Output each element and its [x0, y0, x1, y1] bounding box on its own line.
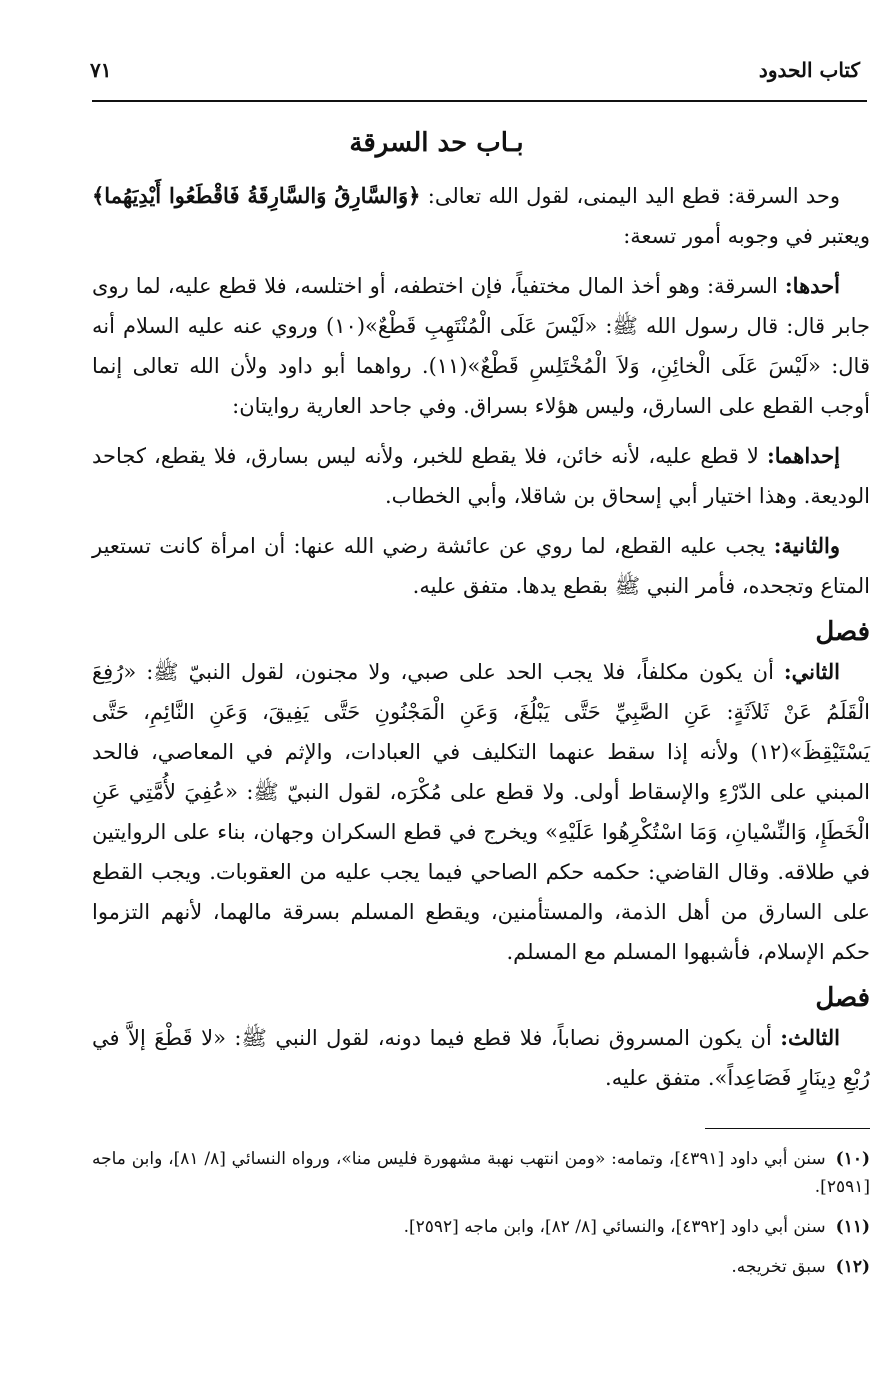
intro-rest: ويعتبر في وجوبه أمور تسعة: [623, 224, 870, 248]
paragraph-label: الثاني: [783, 659, 840, 684]
footnote-number: (١٠) [835, 1149, 870, 1169]
running-header [90, 58, 860, 90]
footnote-number: (١١) [835, 1217, 870, 1237]
running-header-book-title: كتاب الحدود [758, 58, 860, 82]
paragraph-second-condition [92, 652, 870, 972]
footnote [92, 1145, 870, 1201]
paragraph-first-narration [92, 436, 870, 516]
paragraph-text: أن يكون المسروق نصاباً، فلا قطع فيما دونه، لقول النبي ﷺ: «لا قَطْعَ إلاَّ في رُبْعِ دِينَارٍ فَصَاعِداً». متفق عليه. [92, 1026, 870, 1090]
main-text [92, 176, 870, 1098]
header-rule [92, 100, 867, 102]
paragraph-first-condition [92, 266, 870, 426]
footnote [92, 1253, 870, 1281]
paragraph-text: لا قطع عليه، لأنه خائن، فلا يقطع للخبر، ولأنه ليس بسارق، فلا يقطع، كجاحد الوديعة. وهذا اختيار أبي إسحاق بن شاقلا، وأبي الخطاب. [92, 444, 870, 508]
footnotes [92, 1145, 870, 1293]
quran-verse: ﴿وَالسَّارِقُ وَالسَّارِقَةُ فَاقْطَعُوا أَيْدِيَهُما﴾ [92, 183, 421, 208]
section-heading-fasl: فصل [815, 983, 870, 1013]
paragraph-second-narration [92, 526, 870, 606]
section-heading-fasl: فصل [815, 617, 870, 647]
paragraph-label: والثانية: [773, 533, 840, 558]
paragraph-label: إحداهما: [766, 443, 840, 468]
chapter-title: بـاب حد السرقة [349, 128, 524, 158]
footnote-rule [705, 1128, 870, 1129]
paragraph-intro [92, 176, 870, 256]
paragraph-text: السرقة: وهو أخذ المال مختفياً، فإن اختطفه، أو اختلسه، فلا قطع عليه، لما روى جابر قال: قال رسول الله ﷺ: «لَيْسَ عَلَى الْمُنْتَهِبِ قَطْعٌ»(١٠) وروي عنه عليه السلام أنه قال: «لَيْسَ عَلَى الْخائِنِ، وَلاَ الْمُخْتَلِسِ قَطْعٌ»(١١). رواهما أبو داود ولأن الله تعالى إنما أوجب القطع على السارق، وليس هؤلاء بسراق. وفي جاحد العارية روايتان: [92, 274, 870, 418]
footnote-text: سنن أبي داود [٤٣٩١]، وتمامه: «ومن انتهب نهبة مشهورة فليس منا»، ورواه النسائي [٨/ ٨١]، وابن ماجه [٢٥٩١]. [92, 1149, 870, 1197]
paragraph-label: أحدها: [784, 273, 840, 298]
footnote [92, 1213, 870, 1241]
paragraph-third-condition [92, 1018, 870, 1098]
footnote-text: سبق تخريجه. [731, 1257, 826, 1277]
footnote-number: (١٢) [835, 1257, 870, 1277]
paragraph-text: يجب عليه القطع، لما روي عن عائشة رضي الله عنها: أن امرأة كانت تستعير المتاع وتجحده، فأمر النبي ﷺ بقطع يدها. متفق عليه. [92, 534, 870, 598]
page-number: ٧١ [90, 58, 112, 82]
paragraph-text: أن يكون مكلفاً، فلا يجب الحد على صبي، ولا مجنون، لقول النبيّ ﷺ: «رُفِعَ الْقَلَمُ عَنْ ثَلاَثَةٍ: عَنِ الصَّبِيِّ حَتَّى يَبْلُغَ، وَعَنِ الْمَجْنُونِ حَتَّى يَفِيقَ، وَعَنِ النَّائِمِ، حَتَّى يَسْتَيْقِظَ»(١٢) ولأنه إذا سقط عنهما التكليف في العبادات، والإثم في المعاصي، فالحد المبني على الدّرْءِ والإسقاط أولى. ولا قطع على مُكْرَه، لقول النبيّ ﷺ: «عُفِيَ لأُمَّتِي عَنِ الْخَطَإِ، وَالنِّسْيانِ، وَمَا اسْتُكْرِهُوا عَلَيْهِ» ويخرج في قطع السكران وجهان، بناء على الروايتين في طلاقه. وقال القاضي: حكمه حكم الصاحي فيما يجب عليه من العقوبات. ويجب القطع على السارق من أهل الذمة، والمستأمنين، ويقطع المسلم بسرقة مالهما، لأنهم التزموا حكم الإسلام، فأشبهوا المسلم مع المسلم. [92, 660, 870, 964]
footnote-text: سنن أبي داود [٤٣٩٢]، والنسائي [٨/ ٨٢]، وابن ماجه [٢٥٩٢]. [403, 1217, 826, 1237]
intro-lead: وحد السرقة: قطع اليد اليمنى، لقول الله تعالى: [420, 184, 840, 208]
paragraph-label: الثالث: [780, 1025, 840, 1050]
